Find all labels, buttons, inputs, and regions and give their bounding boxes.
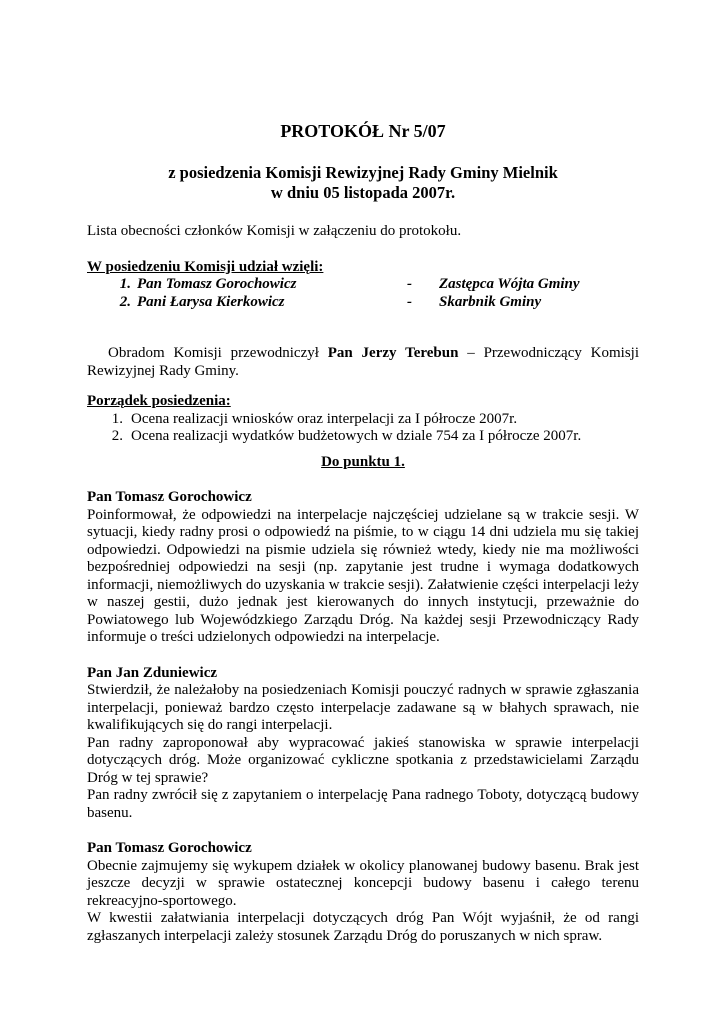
statement-paragraph: Pan radny zaproponował aby wypracować jakieś stanowiska w sprawie interpelacji dotyczących dróg. Może organizować cykliczne spotkania z przedstawicielami Zarządu Dróg w tej sprawie? [87,734,639,786]
agenda-number: 1. [111,410,123,427]
statement [87,840,639,945]
participant-dash: - [407,276,412,292]
statement [87,665,639,823]
agenda-item [87,411,639,429]
agenda-number: 2. [111,428,123,444]
chair-prefix: Obradom Komisji przewodniczył [108,345,328,361]
subtitle-line-1: z posiedzenia Komisji Rewizyjnej Rady Gminy Mielnik [168,163,558,182]
agenda-item [87,428,639,446]
participant-number: 1. [119,276,131,292]
section-heading: Do punktu 1. [321,453,405,470]
agenda-heading: Porządek posiedzenia: [87,393,231,409]
statement-paragraph: Pan radny zwrócił się z zapytaniem o interpelację Pana radnego Toboty, dotyczącą budowy basenu. [87,787,639,821]
statement-paragraph: W kwestii załatwiania interpelacji dotyczących dróg Pan Wójt wyjaśnił, że od rangi zgłaszanych interpelacji zależy stosunek Zarządu Dróg do poruszanych w nich spraw. [87,910,639,944]
document-title: PROTOKÓŁ Nr 5/07 [280,121,446,141]
chair-suffix: – Przewodniczący Komisji Rewizyjnej Rady Gminy. [87,345,639,379]
participant-name: Pani Łarysa Kierkowicz [137,293,285,310]
statement [87,489,639,647]
subtitle-line-2: w dniu 05 listopada 2007r. [270,183,456,202]
participants-list [87,276,639,311]
speaker-name: Pan Tomasz Gorochowicz [87,489,252,505]
participant-dash: - [407,293,412,310]
chair-name: Pan Jerzy Terebun [327,345,459,361]
participant-name: Pan Tomasz Gorochowicz [137,276,297,292]
participant-role: Zastępca Wójta Gminy [439,276,580,292]
speaker-name: Pan Tomasz Gorochowicz [87,840,252,856]
attendance-note: Lista obecności członków Komisji w załączeniu do protokołu. [87,223,462,239]
participant-role: Skarbnik Gminy [439,293,542,310]
statement-paragraph: Poinformował, że odpowiedzi na interpelacje najczęściej udzielane są w trakcie sesji. W sytuacji, kiedy radny prosi o odpowiedź na piśmie, to w ciągu 14 dni udziela mu się takiej odpowiedzi. Odpowiedzi na pismie udziela się również wtedy, kiedy nie ma możliwości bezpośredniej odpowiedzi na sesji (np. zapytanie jest trudne i wymaga dodatkowych informacji, niemożliwych do uzyskania w trakcie sesji). Załatwienie części interpelacji leży w naszej gestii, dużo jednak jest kierowanych do innych instytucji, przeważnie do Powiatowego lub Wojewódzkiego Zarządu Dróg. Na każdej sesji Przewodniczący Rady informuje o treści udzielonych odpowiedzi na interpelacje. [87,506,639,645]
statement-paragraph: Obecnie zajmujemy się wykupem działek w okolicy planowanej budowy basenu. Brak jest jeszcze decyzji w sprawie ostatecznej koncepcji budowy basenu i całego terenu rekreacyjno-sportowego. [87,857,639,909]
participant-row [87,276,639,294]
document-subtitle [87,163,639,203]
agenda-list [87,411,639,446]
statement-paragraph: Stwierdził, że należałoby na posiedzeniach Komisji pouczyć radnych w sprawie zgłaszania interpelacji, ponieważ bardzo często interpelacje zadawane są w błahych sprawach, nie kwalifikujących się do rangi interpelacji. [87,682,639,733]
participants-heading: W posiedzeniu Komisji udział wzięli: [87,258,324,275]
speaker-name: Pan Jan Zduniewicz [87,664,218,681]
agenda-text: Ocena realizacji wydatków budżetowych w dziale 754 za I półrocze 2007r. [131,428,582,444]
agenda-text: Ocena realizacji wniosków oraz interpelacji za I półrocze 2007r. [131,410,518,427]
participant-number: 2. [119,293,131,310]
participant-row [87,294,639,312]
document-body [87,120,639,945]
chair-paragraph [87,345,639,380]
